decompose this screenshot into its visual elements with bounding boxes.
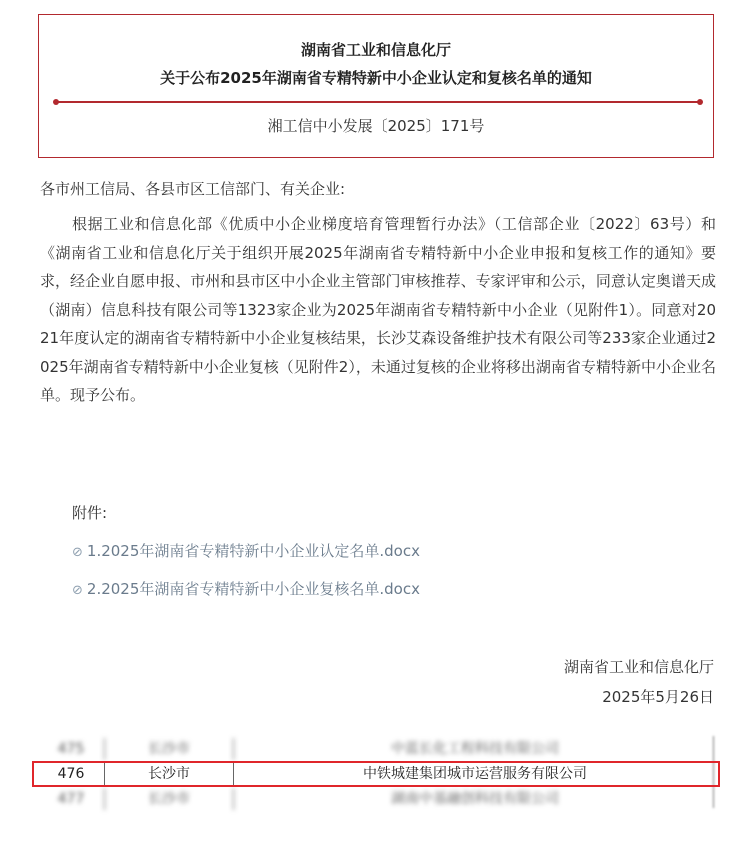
table-row <box>38 788 716 810</box>
company-list-table-excerpt <box>38 736 716 808</box>
red-divider <box>55 101 701 103</box>
document-number: 湘工信中小发展〔2025〕171号 <box>267 117 485 135</box>
notice-header-box <box>38 14 714 158</box>
attachment-link-1-text: 1.2025年湖南省专精特新中小企业认定名单.docx <box>86 542 420 560</box>
notice-title: 关于公布2025年湖南省专精特新中小企业认定和复核名单的通知 <box>160 69 592 87</box>
highlight-box <box>32 761 720 787</box>
attachment-link-1[interactable] <box>72 540 420 561</box>
row-company: 中铁城建集团城市运营服务有限公司 <box>363 766 587 782</box>
attachments-label: 附件: <box>72 504 108 522</box>
row-number: 477 <box>38 788 105 810</box>
signature-organization: 湖南省工业和信息化厅 <box>563 658 714 676</box>
row-city: 长沙市 <box>105 738 234 760</box>
row-number: 475 <box>38 738 105 760</box>
issuer-title: 湖南省工业和信息化厅 <box>300 41 451 59</box>
row-company: 中蓝长化工程科技有限公司 <box>391 741 559 757</box>
body-paragraph: 根据工业和信息化部《优质中小企业梯度培育管理暂行办法》（工信部企业〔2022〕63号）和《湖南省工业和信息化厅关于组织开展2025年湖南省专精特新中小企业申报和复核工作的通知》要求，经企业自愿申报、市州和县市区中小企业主管部门审核推荐、专家评审和公示，同意认定奥谱天成（湖南）信息科技有限公司等1323家企业为2025年湖南省专精特新中小企业（见附件1）。同意对2021年度认定的湖南省专精特新中小企业复核结果，长沙艾森设备维护技术有限公司等233家企业通过2025年湖南省专精特新中小企业复核（见附件2），未通过复核的企业将移出湖南省专精特新中小企业名单。现予公布。 <box>40 215 716 404</box>
row-city: 长沙市 <box>105 788 234 810</box>
row-city: 长沙市 <box>105 762 234 786</box>
paperclip-icon: ⊘ <box>72 545 83 560</box>
row-number: 476 <box>38 762 105 786</box>
signature-date: 2025年5月26日 <box>602 688 714 706</box>
attachment-link-2[interactable] <box>72 578 420 599</box>
row-company: 湖南中基融创科技有限公司 <box>391 791 559 807</box>
paperclip-icon: ⊘ <box>72 583 83 598</box>
table-row <box>38 738 716 760</box>
attachment-link-2-text: 2.2025年湖南省专精特新中小企业复核名单.docx <box>86 580 420 598</box>
salutation: 各市州工信局、各县市区工信部门、有关企业: <box>40 180 346 198</box>
